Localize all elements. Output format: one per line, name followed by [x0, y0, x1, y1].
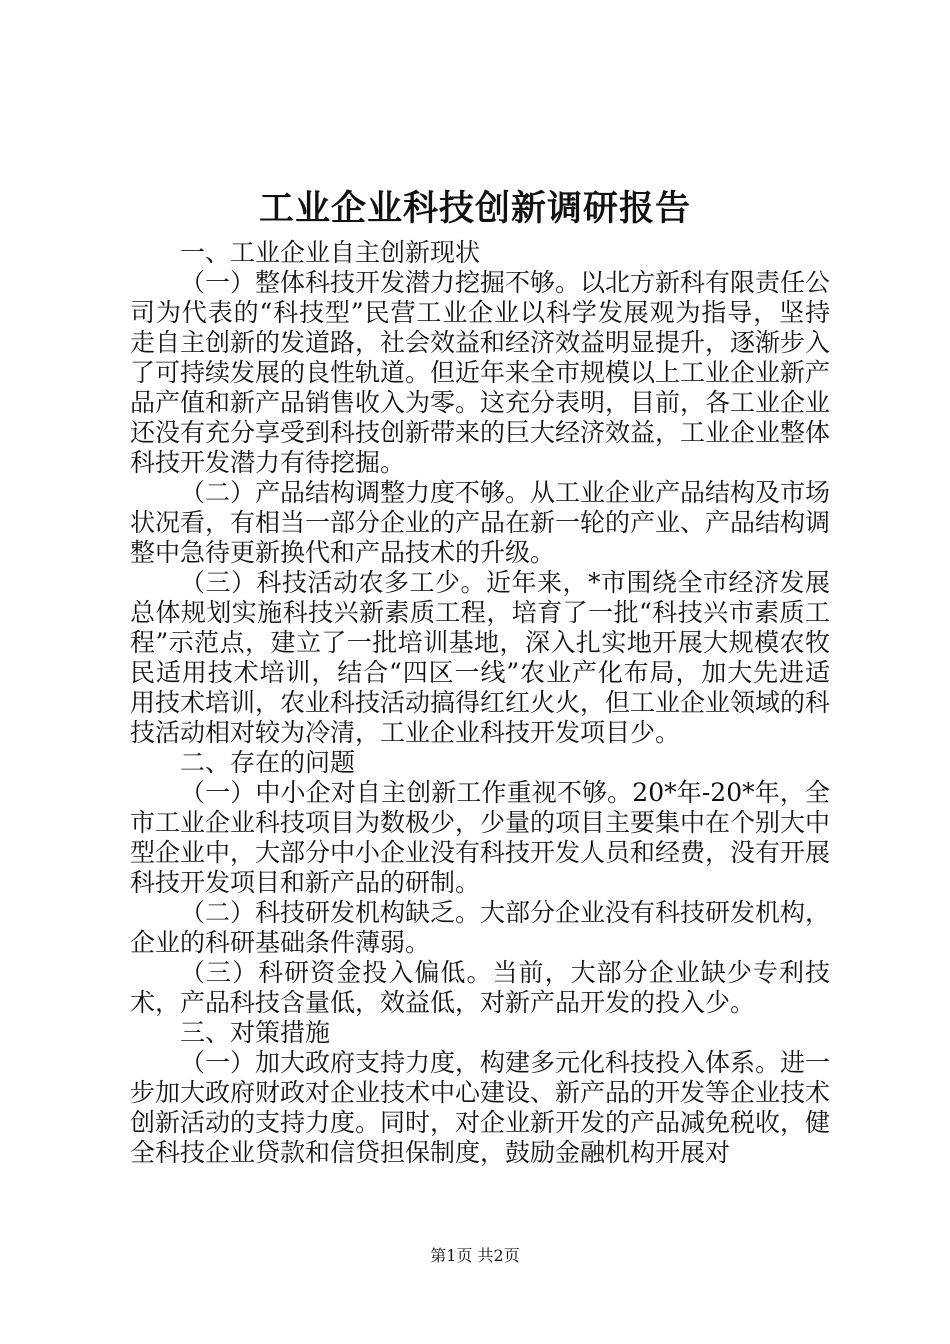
body-paragraph: （一）加大政府支持力度，构建多元化科技投入体系。进一步加大政府财政对企业技术中心建设、新产品的开发等企业技术创新活动的支持力度。同时，对企业新开发的产品减免税收，健全科技企业贷款和信贷担保制度，鼓励金融机构开展对 [130, 1048, 831, 1167]
body-paragraph: （一）整体科技开发潜力挖掘不够。以北方新科有限责任公司为代表的“科技型”民营工业企业以科学发展观为指导，坚持走自主创新的发道路，社会效益和经济效益明显提升，逐渐步入了可持续发展的良性轨道。但近年来全市规模以上工业企业新产品产值和新产品销售收入为零。这充分表明，目前，各工业企业还没有充分享受到科技创新带来的巨大经济效益，工业企业整体科技开发潜力有待挖掘。 [130, 268, 831, 477]
section-heading: 三、对策措施 [180, 1018, 331, 1047]
section-heading: 二、存在的问题 [180, 748, 356, 777]
body-paragraph: （二）科技研发机构缺乏。大部分企业没有科技研发机构，企业的科研基础条件薄弱。 [130, 898, 831, 957]
page-number-footer: 第1页 共2页 [430, 1246, 520, 1265]
document-body [130, 238, 830, 1168]
body-paragraph: （一）中小企对自主创新工作重视不够。20*年-20*年，全市工业企业科技项目为数极少，少量的项目主要集中在个别大中型企业中，大部分中小企业没有科技开发人员和经费，没有开展科技开发项目和新产品的研制。 [130, 778, 831, 897]
body-paragraph: （三）科研资金投入偏低。当前，大部分企业缺少专利技术，产品科技含量低，效益低，对新产品开发的投入少。 [130, 958, 830, 1017]
section-heading: 一、工业企业自主创新现状 [180, 238, 481, 267]
body-paragraph: （二）产品结构调整力度不够。从工业企业产品结构及市场状况看，有相当一部分企业的产品在新一轮的产业、产品结构调整中急待更新换代和产品技术的升级。 [130, 478, 831, 567]
document-title: 工业企业科技创新调研报告 [258, 188, 691, 229]
body-paragraph: （三）科技活动农多工少。近年来，*市围绕全市经济发展总体规划实施科技兴新素质工程，培育了一批“科技兴市素质工程”示范点，建立了一批培训基地，深入扎实地开展大规模农牧民适用技术培训，结合“四区一线”农业产化布局，加大先进适用技术培训，农业科技活动搞得红红火火，但工业企业领域的科技活动相对较为冷清，工业企业科技开发项目少。 [130, 568, 831, 747]
